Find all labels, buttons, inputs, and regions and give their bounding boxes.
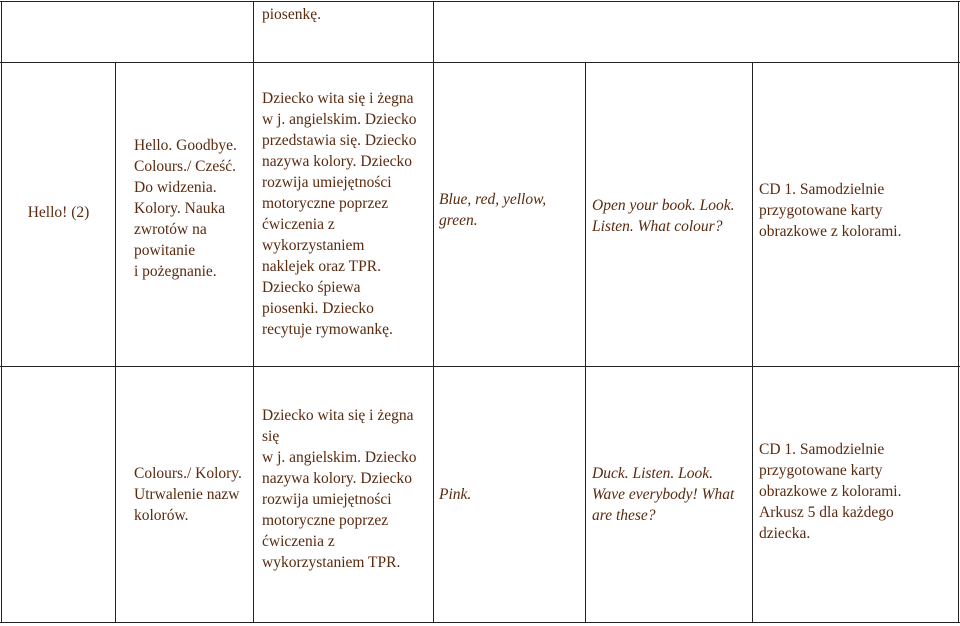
table-cell-vocabulary: Pink. bbox=[439, 486, 472, 503]
table-top-border bbox=[0, 1, 960, 2]
table-cell-structures: Duck. Listen. Look. Wave everybody! What are these? bbox=[592, 465, 735, 524]
column-divider bbox=[253, 1, 254, 63]
table-cell-topic: Hello! (2) bbox=[27, 204, 90, 221]
table-cell-activities: Dziecko wita się i żegna się w j. angielskim. Dziecko nazywa kolory. Dziecko rozwija umiejętności motoryczne poprzez ćwiczenia z wykorzystaniem TPR. bbox=[262, 407, 417, 571]
table-cell-vocabulary: Blue, red, yellow, green. bbox=[439, 191, 547, 229]
table-cell-content: Hello. Goodbye. Colours./ Cześć. Do widzenia. Kolory. Nauka zwrotów na powitanie i pożegnanie. bbox=[134, 137, 237, 280]
row-divider bbox=[0, 62, 960, 63]
table-cell-structures: Open your book. Look. Listen. What colour? bbox=[592, 197, 735, 235]
table-cell-content: Colours./ Kolory. Utrwalenie nazw kolorów. bbox=[134, 465, 242, 524]
table-cell-activities: Dziecko wita się i żegna w j. angielskim. Dziecko przedstawia się. Dziecko nazywa kolory. Dziecko rozwija umiejętności motoryczne poprzez ćwiczenia z wykorzystaniem naklejek oraz TPR. Dziecko śpiewa piosenki. Dziecko recytuje rymowankę. bbox=[262, 90, 417, 338]
table-cell-materials: CD 1. Samodzielnie przygotowane karty obrazkowe z kolorami. bbox=[759, 181, 902, 240]
column-divider bbox=[253, 62, 254, 623]
column-divider bbox=[585, 62, 586, 623]
row-divider bbox=[0, 366, 960, 367]
column-divider bbox=[115, 62, 116, 623]
table-cell-activities-tail: piosenkę. bbox=[262, 6, 321, 23]
table-cell-materials: CD 1. Samodzielnie przygotowane karty obrazkowe z kolorami. Arkusz 5 dla każdego dziecka. bbox=[759, 441, 902, 542]
column-divider bbox=[433, 1, 434, 63]
column-divider bbox=[752, 62, 753, 623]
column-divider bbox=[1, 1, 2, 623]
column-divider bbox=[958, 1, 959, 623]
table-bottom-border bbox=[0, 622, 960, 623]
